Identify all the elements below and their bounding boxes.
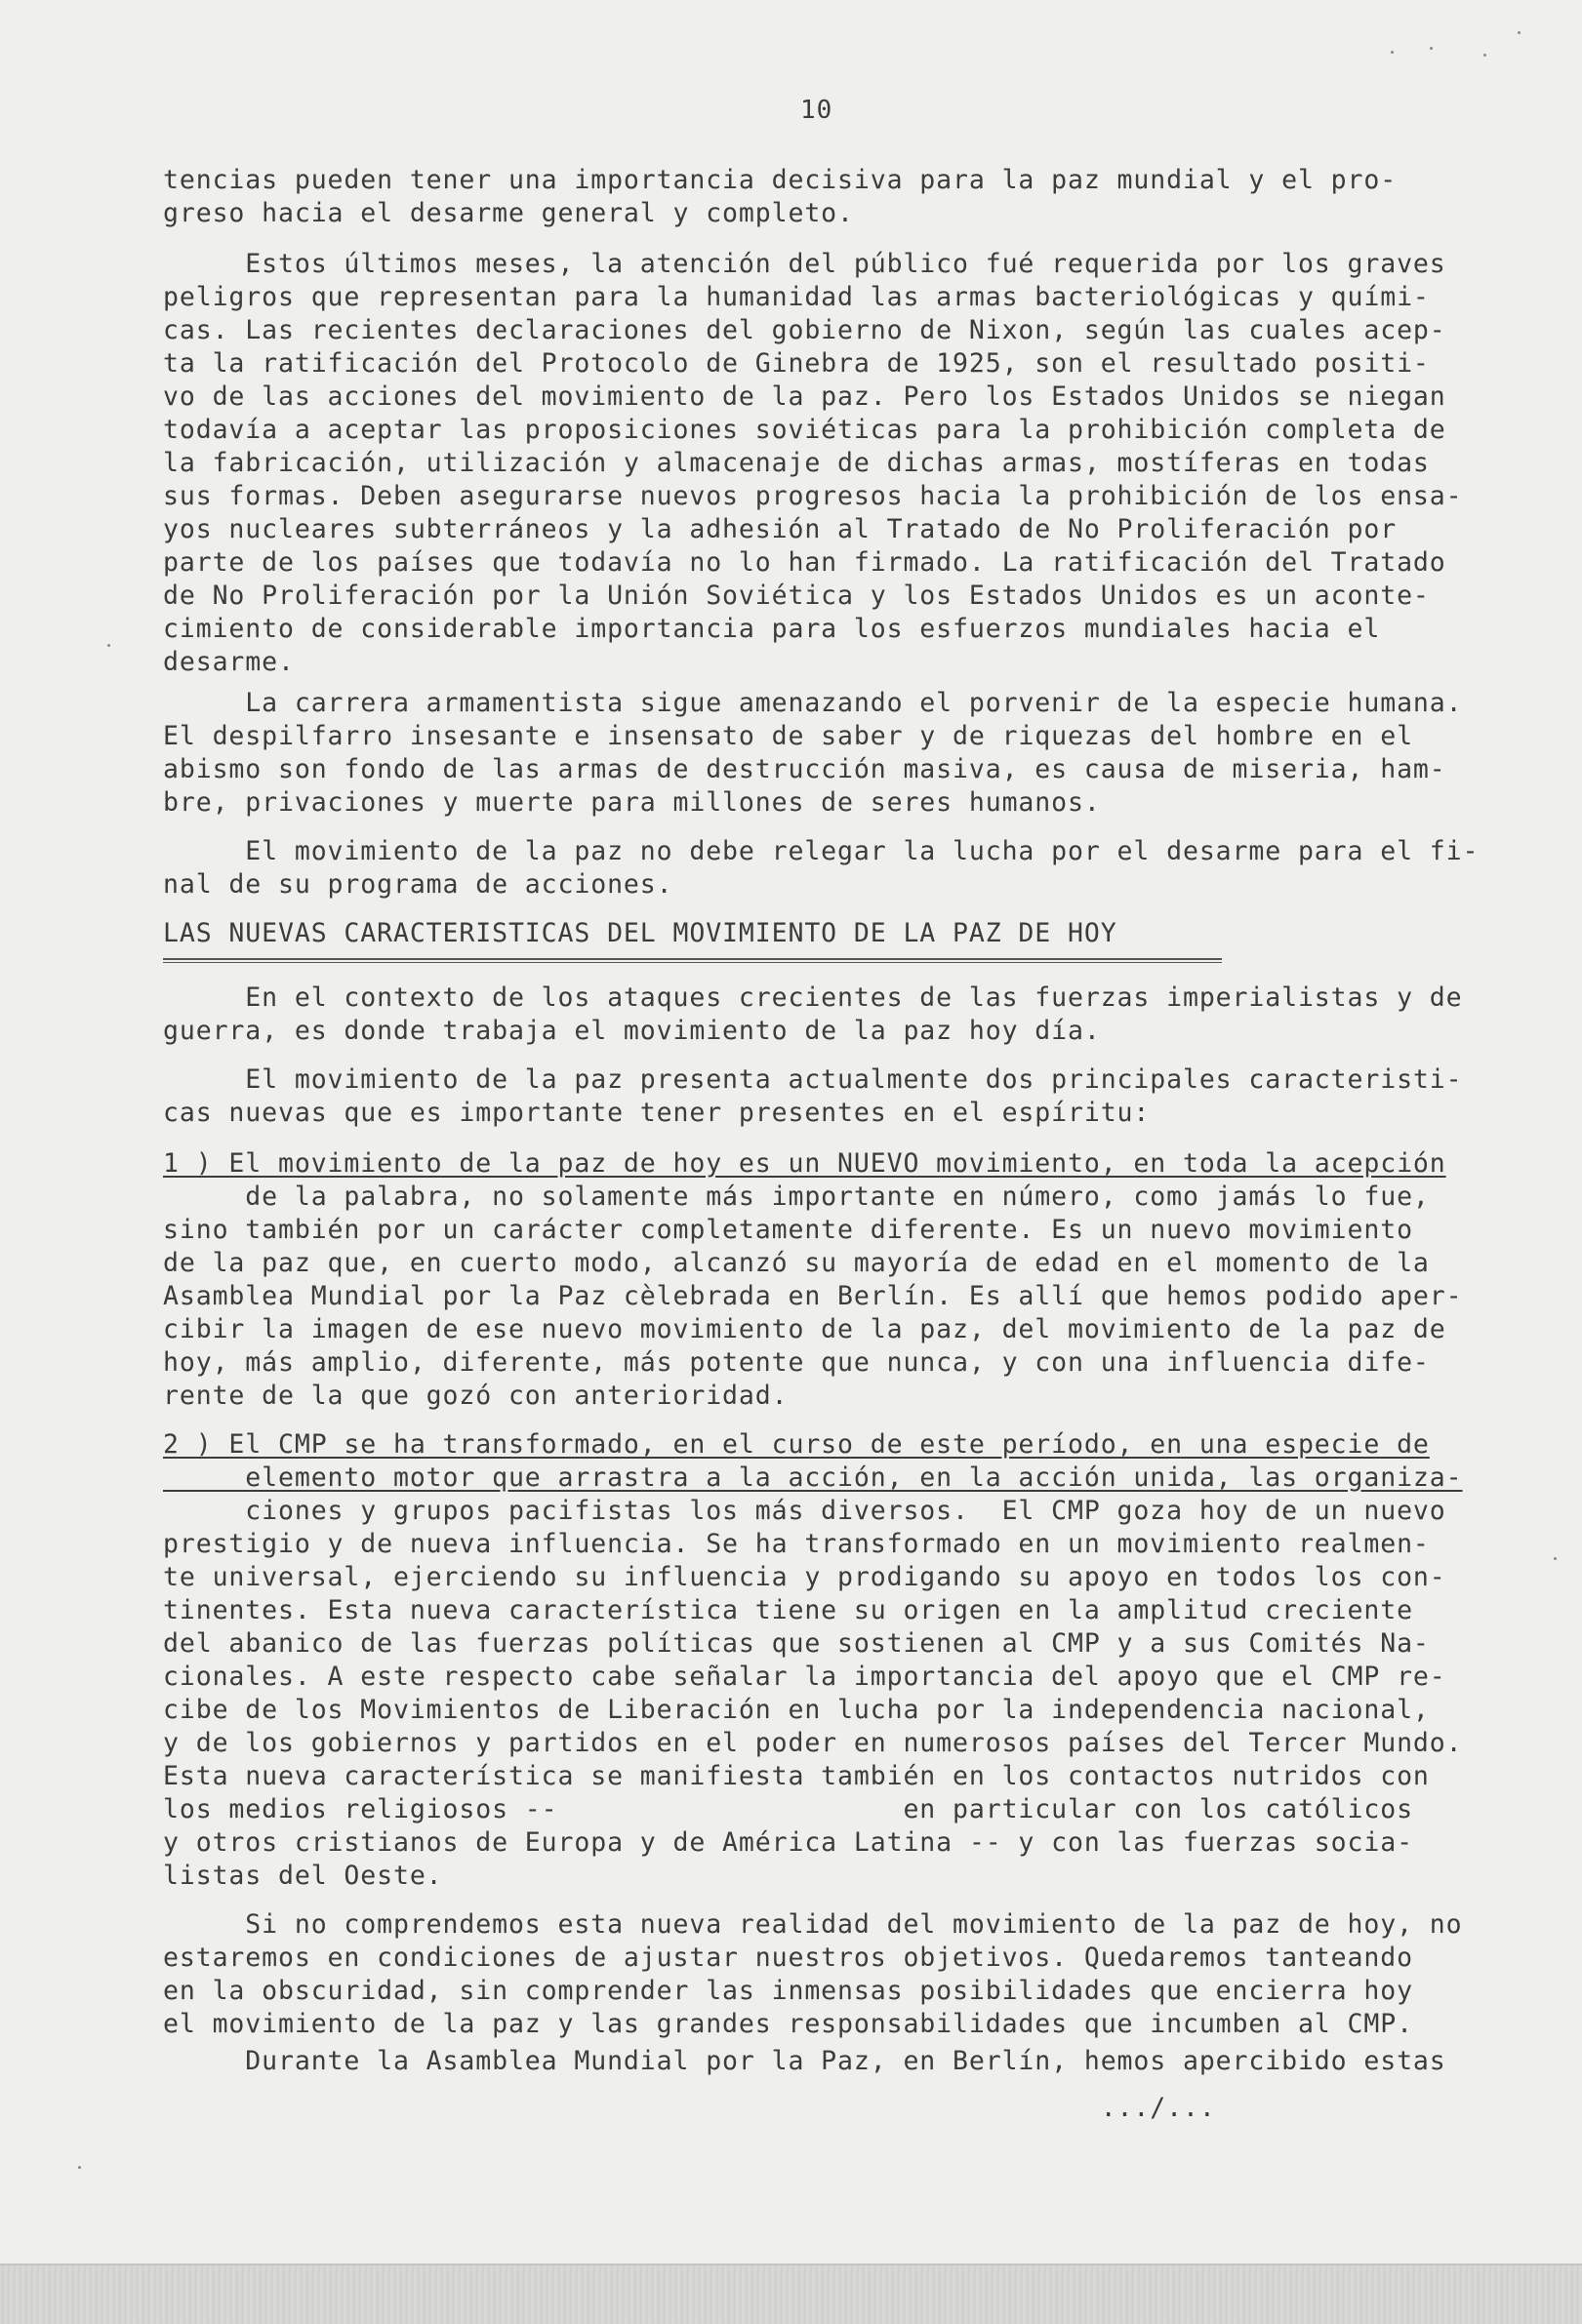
text-line: Esta nueva característica se manifiesta también en los contactos nutridos con — [163, 1761, 1430, 1791]
text-line: el movimiento de la paz y las grandes responsabilidades que incumben al CMP. — [163, 2009, 1413, 2039]
text-line: hoy, más amplio, diferente, más potente que nunca, y con una influencia dife- — [163, 1347, 1430, 1378]
text-line: ta la ratificación del Protocolo de Ginebra de 1925, son el resultado positi- — [163, 348, 1430, 379]
text-line: y de los gobiernos y partidos en el poder en numerosos países del Tercer Mundo. — [163, 1728, 1463, 1758]
text-line: de la paz que, en cuerto modo, alcanzó su mayoría de edad en el momento de la — [163, 1248, 1430, 1278]
text-line: de No Proliferación por la Unión Soviética y los Estados Unidos es un aconte- — [163, 581, 1430, 611]
text-line: parte de los países que todavía no lo han firmado. La ratificación del Tratado — [163, 547, 1446, 578]
text-line: listas del Oeste. — [163, 1861, 443, 1891]
text-line: sus formas. Deben asegurarse nuevos progresos hacia la prohibición de los ensa- — [163, 481, 1463, 511]
heading-rule-secondary — [163, 962, 1222, 963]
text-line: rente de la que gozó con anterioridad. — [163, 1381, 789, 1411]
section-heading: LAS NUEVAS CARACTERISTICAS DEL MOVIMIENTO DE LA PAZ DE HOY — [163, 918, 1117, 948]
text-line: Estos últimos meses, la atención del público fué requerida por los graves — [163, 249, 1446, 279]
list-item-2: 2 ) El CMP se ha transformado, en el curso de este período, en una especie de — [163, 1429, 1430, 1460]
heading-rule — [163, 958, 1222, 960]
text-line: estaremos en condiciones de ajustar nuestros objetivos. Quedaremos tanteando — [163, 1943, 1413, 1973]
text-line: vo de las acciones del movimiento de la paz. Pero los Estados Unidos se niegan — [163, 381, 1446, 412]
text-line: guerra, es donde trabaja el movimiento de la paz hoy día. — [163, 1016, 1101, 1046]
text-line: En el contexto de los ataques crecientes de las fuerzas imperialistas y de — [163, 982, 1463, 1013]
text-line: Asamblea Mundial por la Paz cèlebrada en Berlín. Es allí que hemos podido aper- — [163, 1281, 1463, 1311]
text-line: El despilfarro insesante e insensato de saber y de riquezas del hombre en el — [163, 721, 1413, 751]
text-line: la fabricación, utilización y almacenaje de dichas armas, mostíferas en todas — [163, 448, 1430, 478]
scan-speck — [1430, 47, 1433, 50]
text-line: greso hacia el desarme general y completo. — [163, 198, 854, 228]
scan-speck — [1483, 54, 1486, 57]
text-line: bre, privaciones y muerte para millones de seres humanos. — [163, 787, 1101, 818]
scan-speck — [1554, 1557, 1557, 1560]
text-line: peligros que representan para la humanidad las armas bacteriológicas y quími- — [163, 282, 1430, 312]
text-line: cionales. A este respecto cabe señalar la importancia del apoyo que el CMP re- — [163, 1662, 1446, 1692]
text-line: El movimiento de la paz no debe relegar la lucha por el desarme para el fi- — [163, 836, 1480, 866]
text-line: Si no comprendemos esta nueva realidad del movimiento de la paz de hoy, no — [163, 1909, 1463, 1940]
text-line: cibe de los Movimientos de Liberación en lucha por la independencia nacional, — [163, 1695, 1430, 1725]
text-line: cas. Las recientes declaraciones del gobierno de Nixon, según las cuales acep- — [163, 315, 1446, 345]
text-line: sino también por un carácter completamente diferente. Es un nuevo movimiento — [163, 1215, 1413, 1245]
text-line: prestigio y de nueva influencia. Se ha transformado en un movimiento realmen- — [163, 1529, 1430, 1559]
text-line: La carrera armamentista sigue amenazando el porvenir de la especie humana. — [163, 688, 1463, 718]
text-line: ciones y grupos pacifistas los más diversos. El CMP goza hoy de un nuevo — [163, 1496, 1446, 1526]
text-line: de la palabra, no solamente más importante en número, como jamás lo fue, — [163, 1182, 1430, 1212]
text-line: nal de su programa de acciones. — [163, 869, 673, 900]
page-number: 10 — [800, 96, 833, 125]
text-line: El movimiento de la paz presenta actualmente dos principales caracteristi- — [163, 1064, 1463, 1095]
scan-speck — [1518, 31, 1521, 34]
scan-edge — [0, 2264, 1582, 2324]
text-line: te universal, ejerciendo su influencia y prodigando su apoyo en todos los con- — [163, 1562, 1446, 1592]
list-item-1: 1 ) El movimiento de la paz de hoy es un NUEVO movimiento, en toda la acepción — [163, 1148, 1446, 1179]
text-line: abismo son fondo de las armas de destrucción masiva, es causa de miseria, ham- — [163, 754, 1446, 784]
text-line: tinentes. Esta nueva característica tiene su origen en la amplitud creciente — [163, 1595, 1413, 1625]
text-line: elemento motor que arrastra a la acción, en la acción unida, las organiza- — [163, 1463, 1463, 1493]
text-line: del abanico de las fuerzas políticas que sostienen al CMP y a sus Comités Na- — [163, 1628, 1430, 1659]
text-line: tencias pueden tener una importancia decisiva para la paz mundial y el pro- — [163, 165, 1398, 195]
scan-speck — [78, 2166, 81, 2169]
text-line: en la obscuridad, sin comprender las inmensas posibilidades que encierra hoy — [163, 1976, 1413, 2006]
scan-speck — [107, 644, 110, 647]
text-line: Durante la Asamblea Mundial por la Paz, en Berlín, hemos apercibido estas — [163, 2046, 1446, 2076]
text-line: desarme. — [163, 647, 295, 677]
text-line: y otros cristianos de Europa y de América Latina -- y con las fuerzas socia- — [163, 1827, 1413, 1858]
continuation-mark: .../... — [163, 2093, 1216, 2123]
text-line: todavía a aceptar las proposiciones soviéticas para la prohibición completa de — [163, 415, 1446, 445]
scan-speck — [1391, 51, 1394, 54]
text-line: cibir la imagen de ese nuevo movimiento de la paz, del movimiento de la paz de — [163, 1314, 1446, 1344]
text-line: los medios religiosos -- en particular con los católicos — [163, 1794, 1413, 1824]
text-line: yos nucleares subterráneos y la adhesión al Tratado de No Proliferación por — [163, 514, 1398, 544]
text-line: cimiento de considerable importancia para los esfuerzos mundiales hacia el — [163, 614, 1381, 644]
text-line: cas nuevas que es importante tener presentes en el espíritu: — [163, 1098, 1151, 1128]
